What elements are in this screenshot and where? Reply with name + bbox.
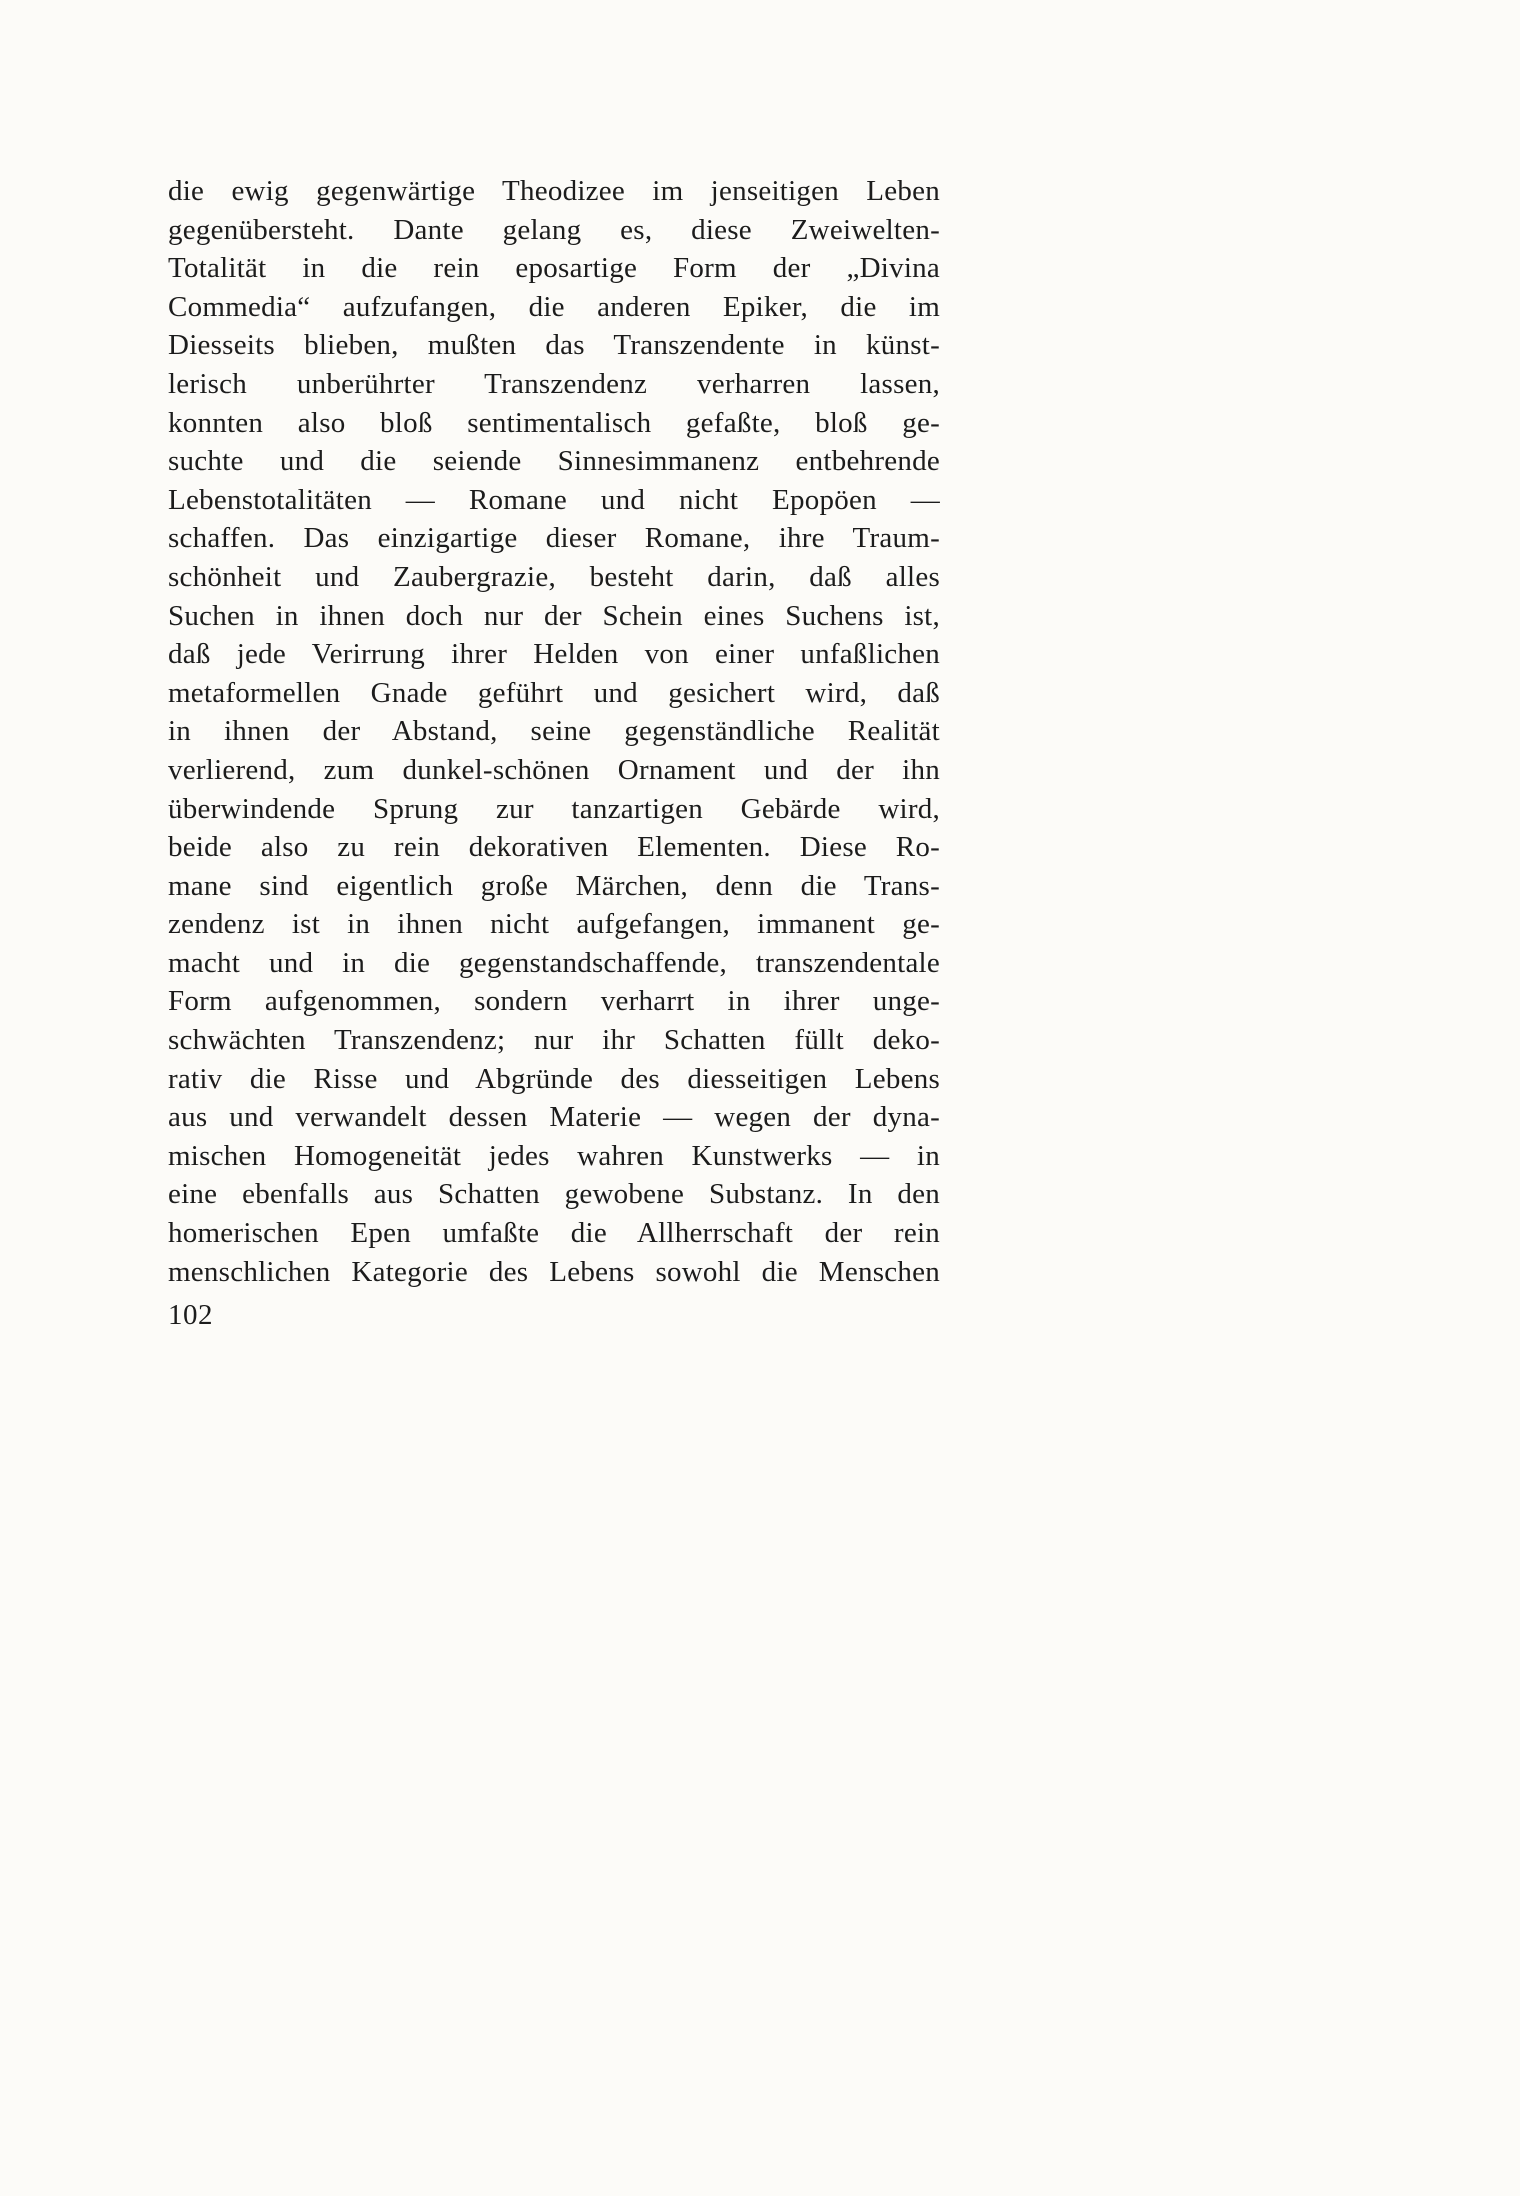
- text-line: verlierend, zum dunkel-schönen Ornament und der ihn: [168, 753, 940, 786]
- text-line: zendenz ist in ihnen nicht aufgefangen, immanent ge-: [168, 908, 940, 941]
- text-line: schönheit und Zaubergrazie, besteht darin, daß alles: [168, 560, 940, 593]
- text-line: menschlichen Kategorie des Lebens sowohl die Menschen: [168, 1255, 940, 1288]
- text-line: in ihnen der Abstand, seine gegenständliche Realität: [168, 715, 940, 748]
- text-line: gegenübersteht. Dante gelang es, diese Zweiwelten-: [168, 213, 940, 246]
- text-line: Form aufgenommen, sondern verharrt in ihrer unge-: [168, 985, 940, 1018]
- text-line: schwächten Transzendenz; nur ihr Schatten füllt deko-: [168, 1024, 940, 1057]
- text-line: suchte und die seiende Sinnesimmanenz entbehrende: [168, 445, 940, 478]
- page-number: 102: [168, 1299, 213, 1331]
- text-line: mischen Homogeneität jedes wahren Kunstwerks — in: [168, 1139, 940, 1172]
- text-line: die ewig gegenwärtige Theodizee im jenseitigen Leben: [168, 175, 940, 207]
- text-line: macht und in die gegenstandschaffende, transzendentale: [168, 946, 940, 979]
- text-line: beide also zu rein dekorativen Elementen. Diese Ro-: [168, 831, 940, 864]
- text-line: mane sind eigentlich große Märchen, denn die Trans-: [168, 869, 940, 902]
- body-text-block: [168, 172, 940, 1291]
- text-line: homerischen Epen umfaßte die Allherrschaft der rein: [168, 1217, 940, 1250]
- text-line: rativ die Risse und Abgründe des diesseitigen Lebens: [168, 1062, 940, 1095]
- text-line: Commedia“ aufzufangen, die anderen Epiker, die im: [168, 290, 940, 323]
- text-line: lerisch unberührter Transzendenz verharren lassen,: [168, 367, 940, 400]
- text-line: Lebenstotalitäten — Romane und nicht Epopöen —: [168, 483, 940, 516]
- text-line: konnten also bloß sentimentalisch gefaßte, bloß ge-: [168, 406, 940, 439]
- text-line: schaffen. Das einzigartige dieser Romane, ihre Traum-: [168, 522, 940, 555]
- text-line: metaformellen Gnade geführt und gesichert wird, daß: [168, 676, 940, 709]
- text-line: Totalität in die rein eposartige Form der „Divina: [168, 252, 940, 285]
- text-line: aus und verwandelt dessen Materie — wegen der dyna-: [168, 1101, 940, 1134]
- text-line: überwindende Sprung zur tanzartigen Gebärde wird,: [168, 792, 940, 825]
- text-line: Diesseits blieben, mußten das Transzendente in künst-: [168, 329, 940, 362]
- text-line: Suchen in ihnen doch nur der Schein eines Suchens ist,: [168, 599, 940, 632]
- text-line: daß jede Verirrung ihrer Helden von einer unfaßlichen: [168, 638, 940, 671]
- text-line: eine ebenfalls aus Schatten gewobene Substanz. In den: [168, 1178, 940, 1211]
